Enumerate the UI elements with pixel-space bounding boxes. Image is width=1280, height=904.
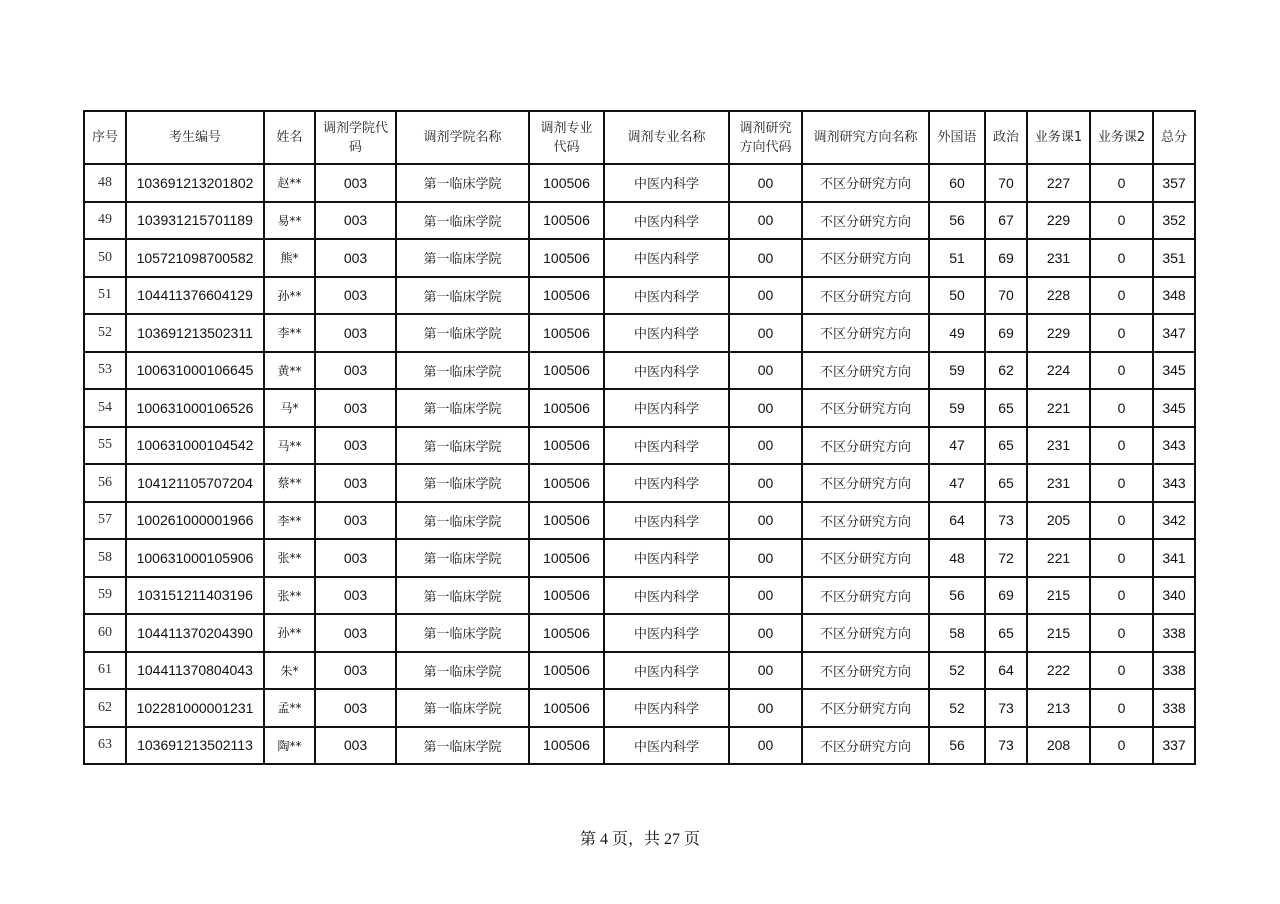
cell-major-code: 100506 [529, 689, 604, 727]
cell-name: 熊* [264, 239, 315, 277]
cell-direction-code: 00 [729, 539, 802, 577]
cell-subject2: 0 [1090, 389, 1153, 427]
cell-college-name: 第一临床学院 [396, 539, 529, 577]
table-row [84, 577, 1195, 615]
cell-college-name: 第一临床学院 [396, 202, 529, 240]
cell-direction-code: 00 [729, 614, 802, 652]
cell-foreign-language: 47 [929, 427, 985, 465]
cell-direction-name: 不区分研究方向 [802, 727, 929, 765]
cell-name: 孙** [264, 614, 315, 652]
cell-college-code: 003 [315, 239, 396, 277]
cell-foreign-language: 64 [929, 502, 985, 540]
cell-subject1: 213 [1027, 689, 1090, 727]
cell-foreign-language: 52 [929, 689, 985, 727]
cell-major-name: 中医内科学 [604, 314, 729, 352]
cell-total: 345 [1153, 389, 1195, 427]
cell-direction-name: 不区分研究方向 [802, 689, 929, 727]
cell-total: 338 [1153, 614, 1195, 652]
table-row [84, 202, 1195, 240]
cell-direction-name: 不区分研究方向 [802, 277, 929, 315]
cell-politics: 69 [985, 314, 1027, 352]
table-header-row [84, 111, 1195, 164]
cell-direction-name: 不区分研究方向 [802, 352, 929, 390]
cell-foreign-language: 56 [929, 577, 985, 615]
cell-subject2: 0 [1090, 239, 1153, 277]
cell-seq: 51 [84, 277, 126, 315]
cell-college-name: 第一临床学院 [396, 427, 529, 465]
cell-direction-code: 00 [729, 689, 802, 727]
cell-total: 337 [1153, 727, 1195, 765]
cell-politics: 64 [985, 652, 1027, 690]
cell-subject1: 215 [1027, 614, 1090, 652]
cell-subject2: 0 [1090, 652, 1153, 690]
cell-politics: 67 [985, 202, 1027, 240]
cell-subject1: 229 [1027, 202, 1090, 240]
cell-direction-name: 不区分研究方向 [802, 239, 929, 277]
cell-foreign-language: 60 [929, 164, 985, 202]
cell-major-code: 100506 [529, 727, 604, 765]
cell-seq: 53 [84, 352, 126, 390]
cell-college-name: 第一临床学院 [396, 727, 529, 765]
header-subject1: 业务课1 [1027, 111, 1090, 164]
cell-foreign-language: 50 [929, 277, 985, 315]
cell-college-name: 第一临床学院 [396, 464, 529, 502]
header-total: 总分 [1153, 111, 1195, 164]
cell-college-name: 第一临床学院 [396, 239, 529, 277]
cell-college-name: 第一临床学院 [396, 614, 529, 652]
cell-subject2: 0 [1090, 577, 1153, 615]
table-row [84, 502, 1195, 540]
header-exam-id: 考生编号 [126, 111, 264, 164]
page-footer: 第 4 页，共 27 页 [579, 831, 700, 848]
cell-direction-name: 不区分研究方向 [802, 389, 929, 427]
cell-foreign-language: 52 [929, 652, 985, 690]
cell-exam-id: 102281000001231 [126, 689, 264, 727]
cell-college-name: 第一临床学院 [396, 689, 529, 727]
cell-exam-id: 103151211403196 [126, 577, 264, 615]
header-seq: 序号 [84, 111, 126, 164]
cell-major-code: 100506 [529, 164, 604, 202]
cell-college-name: 第一临床学院 [396, 577, 529, 615]
cell-subject2: 0 [1090, 502, 1153, 540]
cell-direction-code: 00 [729, 352, 802, 390]
header-name: 姓名 [264, 111, 315, 164]
table-row [84, 352, 1195, 390]
cell-politics: 65 [985, 464, 1027, 502]
cell-college-code: 003 [315, 464, 396, 502]
cell-subject1: 229 [1027, 314, 1090, 352]
cell-direction-name: 不区分研究方向 [802, 539, 929, 577]
cell-exam-id: 100631000105906 [126, 539, 264, 577]
table-row [84, 427, 1195, 465]
cell-seq: 60 [84, 614, 126, 652]
cell-exam-id: 103691213502311 [126, 314, 264, 352]
cell-exam-id: 100261000001966 [126, 502, 264, 540]
cell-foreign-language: 51 [929, 239, 985, 277]
cell-subject1: 222 [1027, 652, 1090, 690]
cell-major-name: 中医内科学 [604, 389, 729, 427]
cell-college-code: 003 [315, 164, 396, 202]
table-row [84, 277, 1195, 315]
cell-name: 李** [264, 502, 315, 540]
cell-subject2: 0 [1090, 614, 1153, 652]
cell-exam-id: 103691213502113 [126, 727, 264, 765]
cell-major-name: 中医内科学 [604, 164, 729, 202]
cell-subject2: 0 [1090, 427, 1153, 465]
table-row [84, 689, 1195, 727]
cell-major-name: 中医内科学 [604, 727, 729, 765]
cell-major-code: 100506 [529, 577, 604, 615]
cell-direction-name: 不区分研究方向 [802, 464, 929, 502]
header-major-name: 调剂专业名称 [604, 111, 729, 164]
cell-major-name: 中医内科学 [604, 652, 729, 690]
table-row [84, 727, 1195, 765]
cell-politics: 65 [985, 389, 1027, 427]
cell-major-code: 100506 [529, 614, 604, 652]
cell-subject2: 0 [1090, 277, 1153, 315]
cell-seq: 55 [84, 427, 126, 465]
cell-subject2: 0 [1090, 689, 1153, 727]
cell-subject1: 221 [1027, 539, 1090, 577]
cell-major-code: 100506 [529, 314, 604, 352]
cell-seq: 50 [84, 239, 126, 277]
header-foreign-language: 外国语 [929, 111, 985, 164]
admission-table [83, 110, 1196, 765]
cell-total: 357 [1153, 164, 1195, 202]
cell-foreign-language: 59 [929, 389, 985, 427]
cell-subject2: 0 [1090, 727, 1153, 765]
header-direction-code: 调剂研究方向代码 [729, 111, 802, 164]
cell-name: 赵** [264, 164, 315, 202]
table-row [84, 614, 1195, 652]
cell-subject2: 0 [1090, 352, 1153, 390]
cell-direction-code: 00 [729, 314, 802, 352]
cell-name: 李** [264, 314, 315, 352]
cell-seq: 57 [84, 502, 126, 540]
cell-seq: 54 [84, 389, 126, 427]
cell-exam-id: 100631000106526 [126, 389, 264, 427]
header-politics: 政治 [985, 111, 1027, 164]
cell-major-name: 中医内科学 [604, 202, 729, 240]
cell-direction-name: 不区分研究方向 [802, 614, 929, 652]
cell-college-name: 第一临床学院 [396, 389, 529, 427]
cell-college-code: 003 [315, 352, 396, 390]
cell-direction-name: 不区分研究方向 [802, 577, 929, 615]
cell-college-name: 第一临床学院 [396, 652, 529, 690]
cell-major-name: 中医内科学 [604, 502, 729, 540]
cell-direction-code: 00 [729, 464, 802, 502]
cell-name: 朱* [264, 652, 315, 690]
cell-politics: 73 [985, 689, 1027, 727]
cell-direction-code: 00 [729, 239, 802, 277]
header-major-code: 调剂专业代码 [529, 111, 604, 164]
cell-subject1: 208 [1027, 727, 1090, 765]
cell-exam-id: 103931215701189 [126, 202, 264, 240]
cell-college-name: 第一临床学院 [396, 164, 529, 202]
cell-name: 马* [264, 389, 315, 427]
cell-total: 343 [1153, 427, 1195, 465]
cell-direction-code: 00 [729, 277, 802, 315]
cell-politics: 65 [985, 427, 1027, 465]
header-college-name: 调剂学院名称 [396, 111, 529, 164]
cell-total: 343 [1153, 464, 1195, 502]
cell-college-name: 第一临床学院 [396, 314, 529, 352]
cell-foreign-language: 59 [929, 352, 985, 390]
cell-subject2: 0 [1090, 202, 1153, 240]
cell-direction-name: 不区分研究方向 [802, 652, 929, 690]
cell-direction-name: 不区分研究方向 [802, 202, 929, 240]
cell-foreign-language: 49 [929, 314, 985, 352]
cell-subject2: 0 [1090, 164, 1153, 202]
cell-major-name: 中医内科学 [604, 577, 729, 615]
cell-politics: 70 [985, 164, 1027, 202]
cell-direction-code: 00 [729, 389, 802, 427]
cell-exam-id: 104121105707204 [126, 464, 264, 502]
cell-direction-code: 00 [729, 164, 802, 202]
cell-direction-code: 00 [729, 427, 802, 465]
cell-major-name: 中医内科学 [604, 277, 729, 315]
cell-college-code: 003 [315, 202, 396, 240]
table-row [84, 389, 1195, 427]
cell-name: 陶** [264, 727, 315, 765]
cell-major-code: 100506 [529, 389, 604, 427]
cell-direction-name: 不区分研究方向 [802, 427, 929, 465]
cell-subject1: 231 [1027, 239, 1090, 277]
cell-total: 338 [1153, 652, 1195, 690]
cell-college-code: 003 [315, 277, 396, 315]
cell-major-code: 100506 [529, 652, 604, 690]
cell-college-name: 第一临床学院 [396, 277, 529, 315]
cell-direction-code: 00 [729, 727, 802, 765]
cell-direction-code: 00 [729, 652, 802, 690]
cell-subject1: 221 [1027, 389, 1090, 427]
cell-total: 348 [1153, 277, 1195, 315]
cell-politics: 65 [985, 614, 1027, 652]
cell-major-code: 100506 [529, 539, 604, 577]
cell-direction-code: 00 [729, 502, 802, 540]
cell-politics: 73 [985, 502, 1027, 540]
cell-major-code: 100506 [529, 502, 604, 540]
cell-major-name: 中医内科学 [604, 427, 729, 465]
cell-name: 张** [264, 577, 315, 615]
cell-major-name: 中医内科学 [604, 614, 729, 652]
cell-politics: 73 [985, 727, 1027, 765]
cell-subject1: 215 [1027, 577, 1090, 615]
table-row [84, 652, 1195, 690]
cell-total: 338 [1153, 689, 1195, 727]
cell-total: 342 [1153, 502, 1195, 540]
cell-total: 341 [1153, 539, 1195, 577]
cell-total: 345 [1153, 352, 1195, 390]
cell-foreign-language: 56 [929, 202, 985, 240]
header-direction-name: 调剂研究方向名称 [802, 111, 929, 164]
header-college-code: 调剂学院代码 [315, 111, 396, 164]
cell-seq: 56 [84, 464, 126, 502]
cell-major-name: 中医内科学 [604, 464, 729, 502]
cell-name: 马** [264, 427, 315, 465]
cell-major-name: 中医内科学 [604, 239, 729, 277]
table-row [84, 539, 1195, 577]
cell-college-code: 003 [315, 427, 396, 465]
cell-college-name: 第一临床学院 [396, 352, 529, 390]
cell-seq: 58 [84, 539, 126, 577]
cell-college-code: 003 [315, 539, 396, 577]
table-row [84, 464, 1195, 502]
cell-name: 张** [264, 539, 315, 577]
cell-direction-name: 不区分研究方向 [802, 502, 929, 540]
cell-politics: 69 [985, 239, 1027, 277]
cell-subject2: 0 [1090, 539, 1153, 577]
cell-politics: 72 [985, 539, 1027, 577]
cell-seq: 62 [84, 689, 126, 727]
cell-major-name: 中医内科学 [604, 352, 729, 390]
cell-foreign-language: 56 [929, 727, 985, 765]
cell-college-code: 003 [315, 727, 396, 765]
cell-major-code: 100506 [529, 239, 604, 277]
cell-subject2: 0 [1090, 464, 1153, 502]
cell-college-code: 003 [315, 502, 396, 540]
cell-major-code: 100506 [529, 352, 604, 390]
cell-college-code: 003 [315, 389, 396, 427]
cell-direction-code: 00 [729, 202, 802, 240]
cell-college-name: 第一临床学院 [396, 502, 529, 540]
cell-name: 孟** [264, 689, 315, 727]
cell-major-code: 100506 [529, 277, 604, 315]
cell-seq: 52 [84, 314, 126, 352]
header-subject2: 业务课2 [1090, 111, 1153, 164]
cell-seq: 63 [84, 727, 126, 765]
cell-subject1: 227 [1027, 164, 1090, 202]
cell-seq: 48 [84, 164, 126, 202]
cell-exam-id: 104411376604129 [126, 277, 264, 315]
cell-subject1: 224 [1027, 352, 1090, 390]
cell-major-code: 100506 [529, 464, 604, 502]
cell-subject1: 231 [1027, 464, 1090, 502]
cell-major-name: 中医内科学 [604, 689, 729, 727]
cell-foreign-language: 48 [929, 539, 985, 577]
cell-exam-id: 104411370804043 [126, 652, 264, 690]
cell-college-code: 003 [315, 314, 396, 352]
table-row [84, 164, 1195, 202]
cell-college-code: 003 [315, 614, 396, 652]
cell-direction-name: 不区分研究方向 [802, 314, 929, 352]
cell-politics: 69 [985, 577, 1027, 615]
cell-total: 347 [1153, 314, 1195, 352]
cell-major-name: 中医内科学 [604, 539, 729, 577]
cell-seq: 59 [84, 577, 126, 615]
cell-major-code: 100506 [529, 202, 604, 240]
cell-exam-id: 105721098700582 [126, 239, 264, 277]
cell-name: 易** [264, 202, 315, 240]
cell-total: 352 [1153, 202, 1195, 240]
cell-college-code: 003 [315, 689, 396, 727]
cell-subject1: 228 [1027, 277, 1090, 315]
cell-subject2: 0 [1090, 314, 1153, 352]
cell-name: 黄** [264, 352, 315, 390]
cell-total: 340 [1153, 577, 1195, 615]
cell-subject1: 231 [1027, 427, 1090, 465]
cell-college-code: 003 [315, 652, 396, 690]
cell-politics: 62 [985, 352, 1027, 390]
cell-major-code: 100506 [529, 427, 604, 465]
cell-exam-id: 100631000104542 [126, 427, 264, 465]
cell-subject1: 205 [1027, 502, 1090, 540]
cell-name: 蔡** [264, 464, 315, 502]
table-row [84, 314, 1195, 352]
cell-foreign-language: 47 [929, 464, 985, 502]
cell-college-code: 003 [315, 577, 396, 615]
table-row [84, 239, 1195, 277]
cell-name: 孙** [264, 277, 315, 315]
cell-politics: 70 [985, 277, 1027, 315]
cell-exam-id: 103691213201802 [126, 164, 264, 202]
cell-seq: 49 [84, 202, 126, 240]
cell-exam-id: 104411370204390 [126, 614, 264, 652]
cell-exam-id: 100631000106645 [126, 352, 264, 390]
cell-total: 351 [1153, 239, 1195, 277]
cell-seq: 61 [84, 652, 126, 690]
cell-direction-name: 不区分研究方向 [802, 164, 929, 202]
cell-direction-code: 00 [729, 577, 802, 615]
cell-foreign-language: 58 [929, 614, 985, 652]
